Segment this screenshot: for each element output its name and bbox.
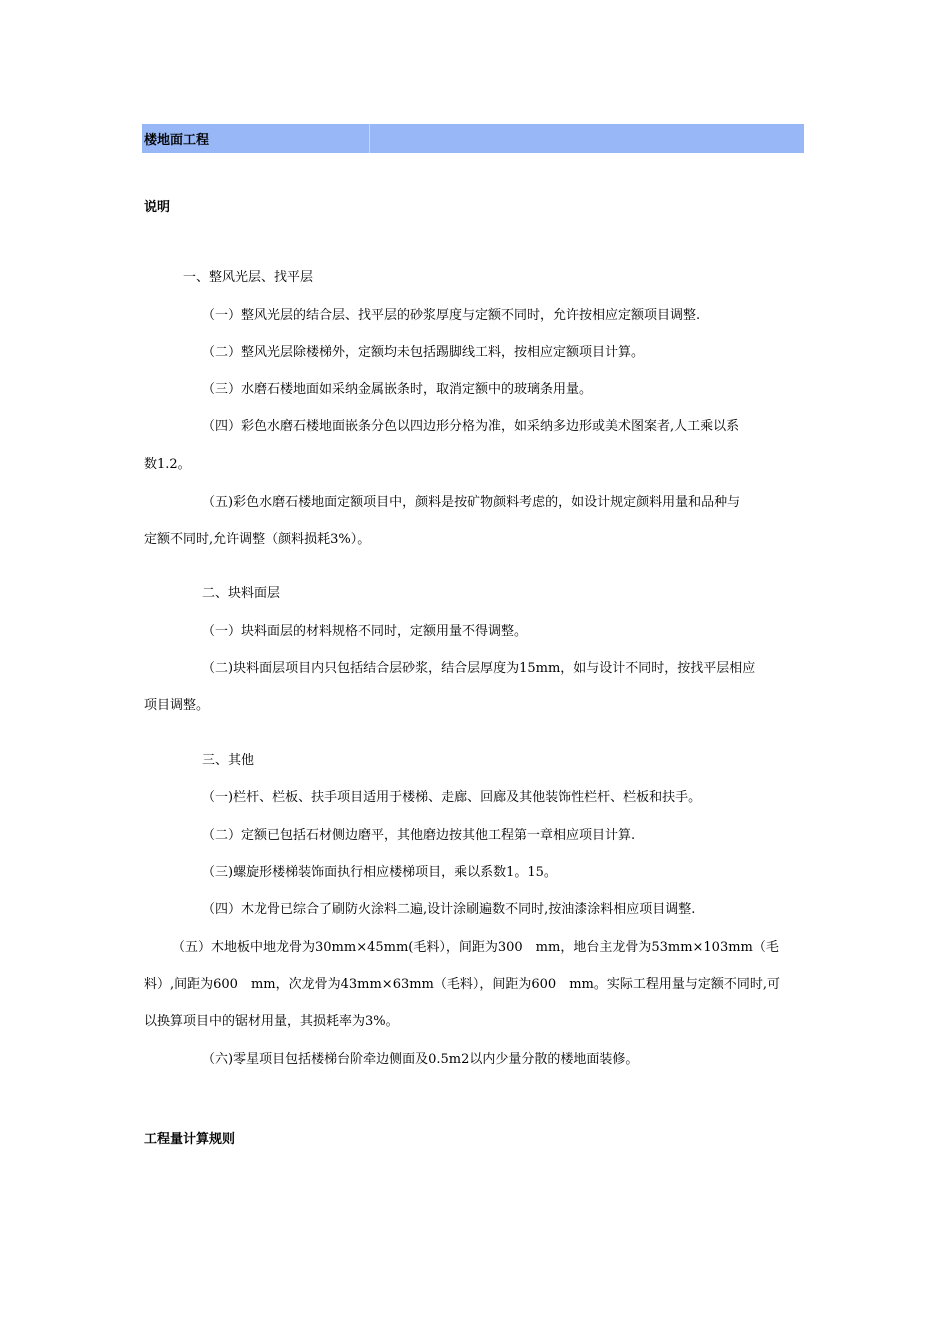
paragraph-line: （五)彩色水磨石楼地面定额项目中，颜料是按矿物颜料考虑的，如设计规定颜料用量和品种与: [202, 495, 741, 510]
rules-title: 工程量计算规则: [144, 1132, 236, 1147]
paragraph-line: （二）整风光层除楼梯外，定额均未包括踢脚线工料，按相应定额项目计算。: [202, 345, 645, 360]
paragraph-line: （一)栏杆、栏板、扶手项目适用于楼梯、走廊、回廊及其他装饰性栏杆、栏板和扶手。: [202, 790, 702, 805]
paragraph-line: （六)零星项目包括楼梯台阶牵边侧面及0.5m2以内少量分散的楼地面装修。: [202, 1052, 639, 1067]
paragraph-line: （五）木地板中地龙骨为30mm×45mm(毛料），间距为300 mm，地台主龙骨为53mm×103mm（毛: [172, 940, 779, 955]
paragraph-line: （一）整风光层的结合层、找平层的砂浆厚度与定额不同时，允许按相应定额项目调整.: [202, 308, 701, 323]
chapter-title: 楼地面工程: [144, 133, 210, 148]
paragraph-line: （二)块料面层项目内只包括结合层砂浆，结合层厚度为15mm，如与设计不同时，按找平层相应: [202, 661, 756, 676]
paragraph-line: （一）块料面层的材料规格不同时，定额用量不得调整。: [202, 624, 528, 639]
chapter-header-empty-cell: [370, 124, 804, 153]
paragraph-line: 以换算项目中的锯材用量，其损耗率为3%。: [144, 1014, 399, 1029]
paragraph-line: （四）彩色水磨石楼地面嵌条分色以四边形分格为准，如采纳多边形或美术图案者,人工乘以系: [202, 419, 740, 434]
explanation-title: 说明: [144, 200, 171, 215]
paragraph-line: 定额不同时,允许调整（颜料损耗3%）。: [144, 532, 371, 547]
paragraph-line: 料）,间距为600 mm，次龙骨为43mm×63mm（毛料），间距为600 mm。实际工程用量与定额不同时,可: [144, 977, 780, 992]
chapter-header-cell: [142, 124, 370, 153]
section-heading: 二、块料面层: [202, 586, 281, 601]
paragraph-line: （三)螺旋形楼梯装饰面执行相应楼梯项目，乘以系数1。15。: [202, 865, 557, 880]
paragraph-line: （四）木龙骨已综合了刷防火涂料二遍,设计涂刷遍数不同时,按油漆涂料相应项目调整.: [202, 902, 696, 917]
paragraph-line: （二）定额已包括石材侧边磨平，其他磨边按其他工程第一章相应项目计算.: [202, 828, 636, 843]
chapter-header-bar: [142, 124, 804, 153]
paragraph-line: 项目调整。: [144, 698, 210, 713]
section-heading: 一、整风光层、找平层: [183, 270, 314, 285]
paragraph-line: 数1.2。: [144, 457, 191, 472]
paragraph-line: （三）水磨石楼地面如采纳金属嵌条时，取消定额中的玻璃条用量。: [202, 382, 593, 397]
section-heading: 三、其他: [202, 753, 255, 768]
